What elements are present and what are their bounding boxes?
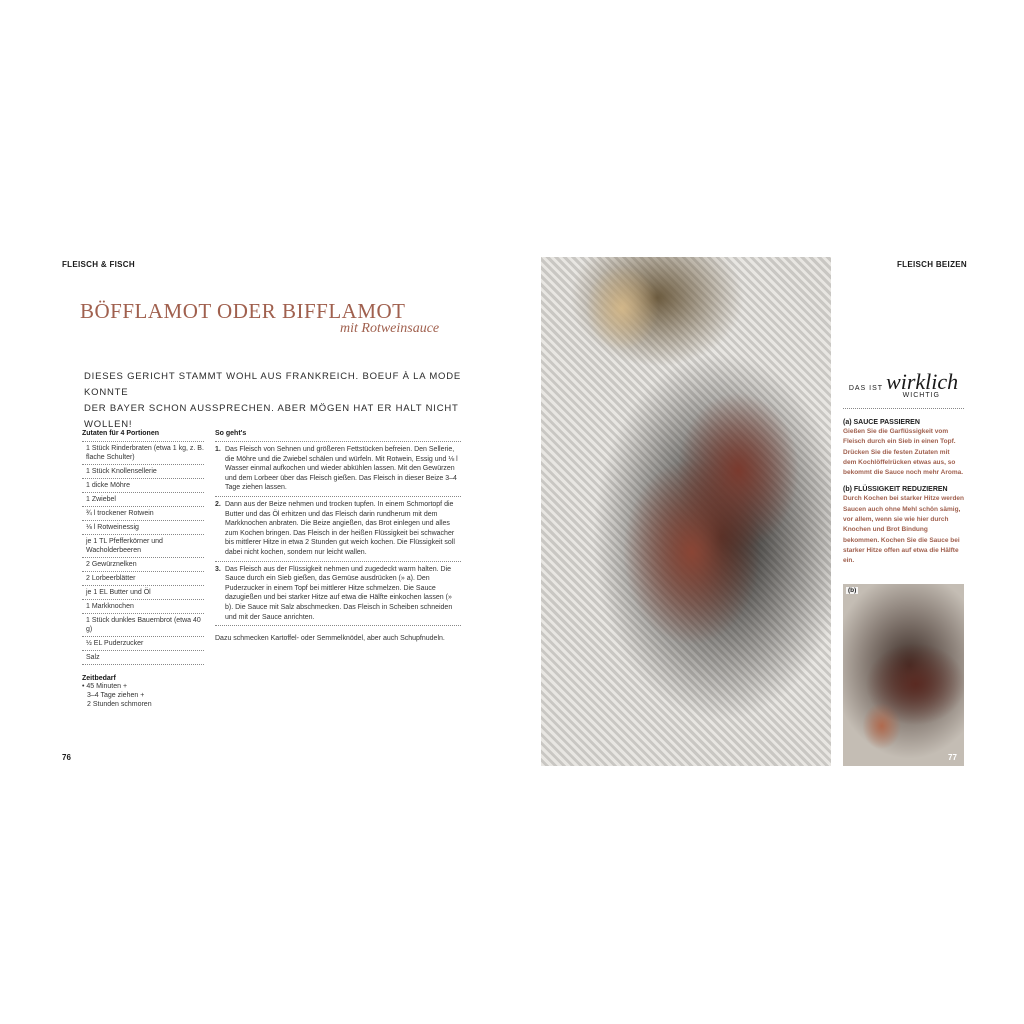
box-heading-top: DAS IST bbox=[848, 385, 884, 392]
tip-label: (b) FLÜSSIGKEIT REDUZIEREN bbox=[843, 486, 948, 494]
time-heading: Zeitbedarf bbox=[82, 675, 116, 682]
photo-marker: (b) bbox=[848, 587, 857, 594]
time-item: 3–4 Tage ziehen + bbox=[87, 692, 145, 699]
method-column bbox=[215, 430, 461, 644]
main-dish-photo bbox=[541, 257, 831, 766]
ingredient-item: 1 Zwiebel bbox=[82, 493, 204, 507]
step-text: Das Fleisch von Sehnen und größeren Fettstücken befreien. Den Sellerie, die Möhre und die Zwiebel schälen und würfeln. Mit Rotwein, Essig und ⅛ l Wasser einmal aufkochen und wieder abkühlen lassen. Mit den Gewürzen und dem Lorbeer über das Fleisch gießen. Das Fleisch in dieser Beize 3–4 Tage ziehen lassen. bbox=[225, 446, 458, 492]
ingredient-item: ¾ l trockener Rotwein bbox=[82, 507, 204, 521]
step-item bbox=[215, 562, 461, 627]
tip-text: Durch Kochen bei starker Hitze werden Saucen auch ohne Mehl schön sämig, vor allem, wenn sie wie hier durch Knochen und Brot Bindung bekommen. Kochen Sie die Sauce bei starker Hitze offen auf etwa die Hälfte ein. bbox=[843, 495, 965, 565]
ingredient-item: Salz bbox=[82, 651, 204, 665]
step-number: 1. bbox=[215, 446, 221, 453]
box-divider bbox=[843, 408, 964, 409]
steps-list bbox=[215, 442, 461, 626]
page-number-right: 77 bbox=[948, 753, 957, 762]
page-number-left: 76 bbox=[62, 753, 71, 762]
important-box-heading bbox=[843, 369, 964, 399]
ingredient-item: 1 Stück dunkles Bauernbrot (etwa 40 g) bbox=[82, 614, 204, 637]
ingredient-item: je 1 TL Pfefferkörner und Wacholderbeeren bbox=[82, 535, 204, 558]
recipe-subtitle: mit Rotweinsauce bbox=[340, 321, 440, 336]
time-item: 2 Stunden schmoren bbox=[87, 701, 152, 708]
sauce-photo bbox=[843, 584, 964, 766]
ingredient-item: ½ EL Puderzucker bbox=[82, 637, 204, 651]
step-number: 3. bbox=[215, 565, 221, 573]
ingredients-heading: Zutaten für 4 Portionen bbox=[82, 430, 204, 442]
ingredient-item: 1 Stück Rinderbraten (etwa 1 kg, z. B. flache Schulter) bbox=[82, 442, 204, 465]
ingredients-column bbox=[82, 430, 204, 709]
tips-column bbox=[843, 419, 964, 567]
ingredients-list bbox=[82, 442, 204, 665]
step-text: Das Fleisch aus der Flüssigkeit nehmen und zugedeckt warm halten. Die Sauce durch ein Sieb gießen, das Gemüse ausdrücken (» a). Den Puderzucker in einem Topf bei mittlerer Hitze schmelzen. Die Sauce dazugießen und bei starker Hitze auf etwa die Hälfte einkochen lassen (» b). Die Sauce mit Salz abschmecken. Das Fleisch in Scheiben schneiden und mit der Sauce anrichten. bbox=[225, 565, 453, 621]
step-item bbox=[215, 497, 461, 562]
serving-note: Dazu schmecken Kartoffel- oder Semmelknödel, aber auch Schupfnudeln. bbox=[215, 635, 445, 643]
time-item: • 45 Minuten + bbox=[82, 683, 128, 690]
ingredient-item: je 1 EL Butter und Öl bbox=[82, 586, 204, 600]
step-number: 2. bbox=[215, 500, 221, 508]
recipe-title: BÖFFLAMOT ODER BIFFLAMOT bbox=[80, 299, 406, 323]
section-label-left: FLEISCH & FISCH bbox=[62, 260, 135, 269]
recipe-intro bbox=[84, 369, 484, 433]
step-text: Dann aus der Beize nehmen und trocken tupfen. In einem Schmortopf die Butter und das Öl erhitzen und das Fleisch darin rundherum mit dem Markknochen anbraten. Die Beize angießen, das Brot einlegen und alles zum Kochen bringen. Das Fleisch in der heißen Flüssigkeit bei schwacher bis mittlerer Hitze in etwa 2 Stunden gut weich kochen. Die Flüssigkeit soll dabei nicht kochen, sondern nur leicht wallen. bbox=[225, 500, 455, 556]
ingredient-item: 1 Stück Knollensellerie bbox=[82, 465, 204, 479]
ingredient-item: 1 Markknochen bbox=[82, 600, 204, 614]
step-item bbox=[215, 442, 461, 497]
ingredient-item: 1 dicke Möhre bbox=[82, 479, 204, 493]
method-heading: So geht's bbox=[215, 430, 461, 442]
tip-text: Gießen Sie die Garflüssigkeit vom Fleisch durch ein Sieb in einen Topf. Drücken Sie die festen Zutaten mit dem Kochlöffelrücken etwas aus, so bekommt die Sauce noch mehr Aroma. bbox=[843, 428, 964, 477]
intro-line: DIESES GERICHT STAMMT WOHL AUS FRANKREICH. BOEUF À LA MODE KONNTE bbox=[84, 371, 462, 398]
tip-label: (a) SAUCE PASSIEREN bbox=[843, 419, 920, 426]
ingredient-item: ⅛ l Rotweinessig bbox=[82, 521, 204, 535]
intro-line: DER BAYER SCHON AUSSPRECHEN. ABER MÖGEN HAT ER HALT NICHT WOLLEN! bbox=[84, 403, 459, 430]
ingredient-item: 2 Lorbeerblätter bbox=[82, 572, 204, 586]
time-list bbox=[82, 682, 204, 709]
box-heading-main: wirklich bbox=[886, 369, 959, 394]
box-heading-bottom: WICHTIG bbox=[902, 392, 940, 399]
section-label-right: FLEISCH BEIZEN bbox=[897, 260, 967, 269]
ingredient-item: 2 Gewürznelken bbox=[82, 558, 204, 572]
